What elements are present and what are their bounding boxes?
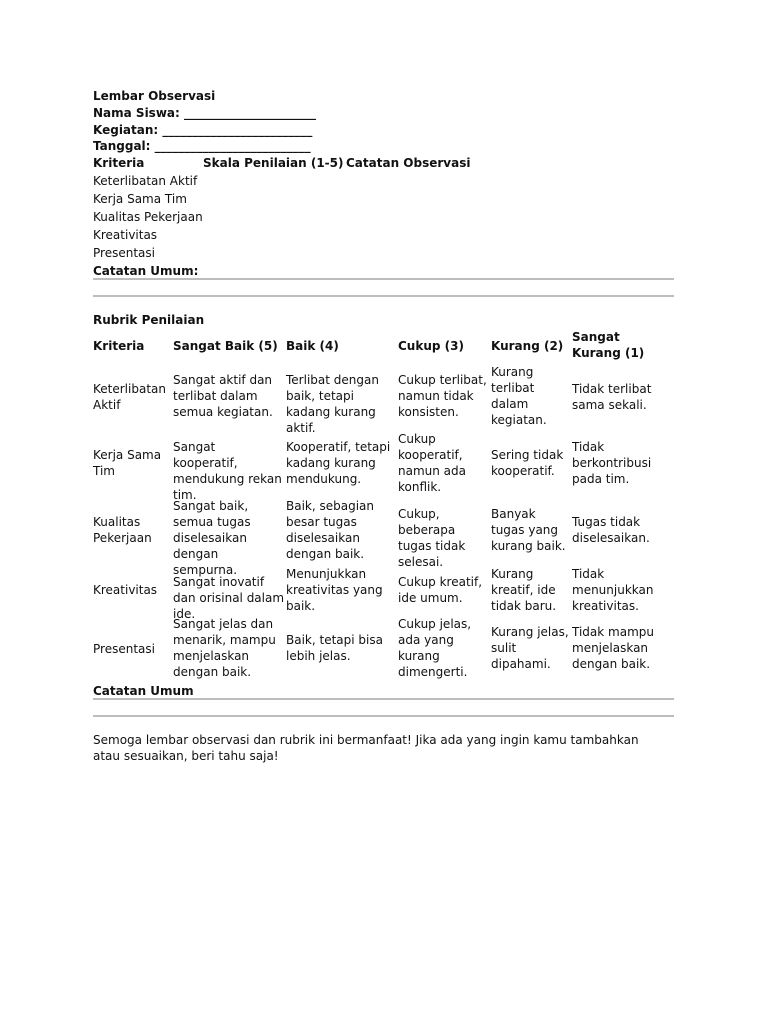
rubric-row-criterion: Kerja Sama Tim — [93, 448, 162, 478]
divider — [93, 698, 674, 700]
field-kegiatan — [93, 122, 312, 138]
rubric-cell: Cukup terlibat, namun tidak konsisten. — [398, 373, 487, 419]
rubric-cell: Kooperatif, tetapi kadang kurang mendukung. — [286, 440, 391, 486]
rubric-header-3: Cukup (3) — [398, 339, 464, 353]
rubric-cell: Sangat inovatif dan orisinal dalam ide. — [173, 575, 285, 621]
rubric-cell: Kurang terlibat dalam kegiatan. — [491, 365, 547, 427]
form-header-catatan: Catatan Observasi — [346, 156, 471, 170]
rubric-title: Rubrik Penilaian — [93, 313, 205, 327]
rubric-row-criterion: Kreativitas — [93, 583, 158, 597]
rubric-cell: Sering tidak kooperatif. — [491, 448, 564, 478]
rubric-cell: Sangat aktif dan terlibat dalam semua kegiatan. — [173, 373, 273, 419]
divider — [93, 715, 674, 717]
rubric-cell: Sangat baik, semua tugas diselesaikan dengan sempurna. — [173, 499, 251, 577]
rubric-cell: Tidak menunjukkan kreativitas. — [572, 567, 654, 613]
field-blank: __________________________ — [154, 139, 311, 153]
rubric-cell: Cukup jelas, ada yang kurang dimengerti. — [398, 617, 472, 679]
rubric-header-4: Baik (4) — [286, 339, 339, 353]
form-general-notes-label: Catatan Umum: — [93, 264, 199, 278]
form-criterion: Presentasi — [93, 246, 155, 260]
rubric-cell: Menunjukkan kreativitas yang baik. — [286, 567, 383, 613]
rubric-cell: Kurang jelas, sulit dipahami. — [491, 625, 569, 671]
rubric-general-notes-label: Catatan Umum — [93, 684, 194, 698]
field-label: Kegiatan: — [93, 123, 159, 137]
field-blank: ______________________ — [184, 106, 316, 120]
rubric-header-kriteria: Kriteria — [93, 339, 145, 353]
field-tanggal — [93, 138, 311, 154]
rubric-row-criterion: Keterlibatan Aktif — [93, 382, 166, 412]
rubric-cell: Cukup kreatif, ide umum. — [398, 575, 483, 605]
rubric-cell: Tugas tidak diselesaikan. — [572, 515, 650, 545]
form-criterion: Kerja Sama Tim — [93, 192, 187, 206]
rubric-row-criterion: Kualitas Pekerjaan — [93, 515, 152, 545]
field-blank: _________________________ — [162, 123, 313, 137]
rubric-cell: Cukup kooperatif, namun ada konflik. — [398, 432, 466, 494]
rubric-cell: Tidak terlibat sama sekali. — [572, 382, 652, 412]
closing-note: Semoga lembar observasi dan rubrik ini bermanfaat! Jika ada yang ingin kamu tambahkan atau sesuaikan, beri tahu saja! — [93, 733, 639, 763]
rubric-cell: Cukup, beberapa tugas tidak selesai. — [398, 507, 466, 569]
rubric-cell: Baik, sebagian besar tugas diselesaikan dengan baik. — [286, 499, 375, 561]
field-label: Tanggal: — [93, 139, 151, 153]
rubric-row-criterion: Presentasi — [93, 642, 155, 656]
rubric-cell: Sangat kooperatif, mendukung rekan tim. — [173, 440, 282, 502]
rubric-cell: Tidak berkontribusi pada tim. — [572, 440, 652, 486]
rubric-cell: Sangat jelas dan menarik, mampu menjelaskan dengan baik. — [173, 617, 276, 679]
rubric-cell: Banyak tugas yang kurang baik. — [491, 507, 566, 553]
form-header-skala: Skala Penilaian (1-5) — [203, 156, 344, 170]
divider — [93, 295, 674, 297]
form-criterion: Keterlibatan Aktif — [93, 174, 198, 188]
rubric-cell: Tidak mampu menjelaskan dengan baik. — [572, 625, 654, 671]
form-criterion: Kreativitas — [93, 228, 158, 242]
form-criterion: Kualitas Pekerjaan — [93, 210, 203, 224]
rubric-cell: Baik, tetapi bisa lebih jelas. — [286, 633, 383, 663]
rubric-cell: Kurang kreatif, ide tidak baru. — [491, 567, 557, 613]
rubric-header-1: Sangat Kurang (1) — [572, 330, 645, 360]
form-title: Lembar Observasi — [93, 89, 216, 103]
rubric-header-5: Sangat Baik (5) — [173, 339, 278, 353]
divider — [93, 278, 674, 280]
field-label: Nama Siswa: — [93, 106, 180, 120]
field-nama-siswa — [93, 105, 316, 121]
rubric-header-2: Kurang (2) — [491, 339, 564, 353]
rubric-cell: Terlibat dengan baik, tetapi kadang kurang aktif. — [286, 373, 379, 435]
form-header-kriteria: Kriteria — [93, 156, 145, 170]
